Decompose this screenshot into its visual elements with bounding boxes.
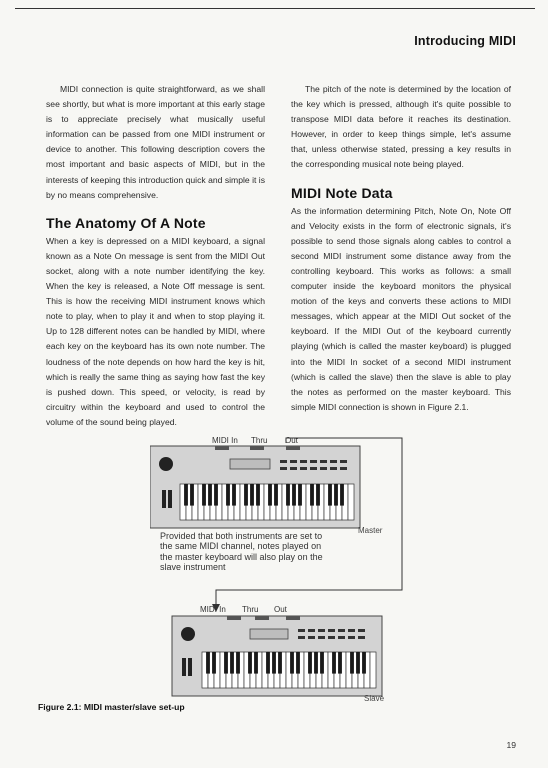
white-key xyxy=(348,484,354,520)
black-key xyxy=(338,652,342,674)
black-key xyxy=(340,484,344,506)
black-key xyxy=(298,484,302,506)
black-key xyxy=(232,484,236,506)
black-key xyxy=(212,652,216,674)
figure-note: Provided that both instruments are set to the same MIDI channel, notes played on the master keyboard will also play on the slave instrument xyxy=(160,531,335,573)
black-key xyxy=(266,652,270,674)
black-key xyxy=(224,652,228,674)
black-key xyxy=(268,484,272,506)
black-key xyxy=(362,652,366,674)
figure-caption: Figure 2.1: MIDI master/slave set-up xyxy=(38,702,185,712)
black-key xyxy=(184,484,188,506)
black-key xyxy=(272,652,276,674)
black-key xyxy=(214,484,218,506)
black-key xyxy=(292,484,296,506)
black-key xyxy=(274,484,278,506)
white-key xyxy=(370,652,376,688)
page-number: 19 xyxy=(506,740,516,750)
right-column xyxy=(291,82,511,415)
section-heading-note-data: MIDI Note Data xyxy=(291,184,393,201)
slave-midi-in-label: MIDI In xyxy=(200,605,226,614)
running-header: Introducing MIDI xyxy=(414,34,516,48)
master-keyboard xyxy=(150,446,360,528)
black-key xyxy=(308,652,312,674)
black-key xyxy=(206,652,210,674)
master-out-label: Out xyxy=(285,436,298,445)
anatomy-paragraph: When a key is depressed on a MIDI keyboard, a signal known as a Note On message is sent from the MIDI Out socket, along with a note number identifying the key. When the key is released, a Note Off message is sent. This is how the receiving MIDI instrument knows which note to play, when to play it and when to stop playing it. Up to 128 different notes can be handled by MIDI, where each key on the keyboard has its own note number. The loudness of the note depends on how hard the key is hit, which is really the same thing as saying how fast the key is pushed down. This speed, or velocity, is read by circuitry within the keyboard and used to control the volume of the sound being played. xyxy=(46,235,265,427)
black-key xyxy=(334,484,338,506)
intro-paragraph: MIDI connection is quite straightforward, as we shall see shortly, but what is more important at this early stage is to appreciate precisely what musically useful information can be passed from one MIDI instrument or device to another. This following description covers the most important and basic aspects of MIDI, but in the interests of keeping this introduction quick and simple it is by no means comprehensive. xyxy=(46,84,265,200)
black-key xyxy=(310,484,314,506)
slave-thru-label: Thru xyxy=(242,605,259,614)
black-key xyxy=(202,484,206,506)
black-key xyxy=(226,484,230,506)
black-key xyxy=(236,652,240,674)
black-key xyxy=(256,484,260,506)
black-key xyxy=(286,484,290,506)
black-key xyxy=(320,652,324,674)
left-column xyxy=(46,82,265,430)
black-key xyxy=(230,652,234,674)
black-key xyxy=(314,652,318,674)
master-label: Master xyxy=(358,526,383,535)
figure-midi-setup xyxy=(150,432,410,704)
black-key xyxy=(208,484,212,506)
black-key xyxy=(328,484,332,506)
black-key xyxy=(250,484,254,506)
black-key xyxy=(278,652,282,674)
black-key xyxy=(254,652,258,674)
black-key xyxy=(248,652,252,674)
black-key xyxy=(350,652,354,674)
black-key xyxy=(316,484,320,506)
black-key xyxy=(190,484,194,506)
pitch-paragraph: The pitch of the note is determined by the location of the key which is pressed, although it's quite possible to transpose MIDI data before it reaches its destination. However, in order to keep things simple, let's assume that, unless otherwise stated, pressing a key results in the corresponding musical note being played. xyxy=(291,84,511,170)
section-heading-anatomy: The Anatomy Of A Note xyxy=(46,214,206,231)
master-thru-label: Thru xyxy=(251,436,268,445)
slave-label: Slave xyxy=(364,694,385,703)
black-key xyxy=(296,652,300,674)
black-key xyxy=(332,652,336,674)
slave-keyboard xyxy=(172,616,382,696)
black-key xyxy=(244,484,248,506)
black-key xyxy=(356,652,360,674)
slave-out-label: Out xyxy=(274,605,287,614)
header-rule xyxy=(15,8,535,9)
note-data-paragraph: As the information determining Pitch, Note On, Note Off and Velocity exists in the form of electronic signals, it's possible to send those signals along cables to control a second MIDI instrument some distance away from the controlling keyboard. This works as follows: a small computer inside the keyboard monitors the physical motion of the keys and converts these actions to MIDI messages, which appear at the MIDI Out socket of the keyboard. If the MIDI Out of the keyboard currently playing (which is called the master keyboard) is plugged into the MIDI In socket of a second MIDI instrument (which is called the slave) then the slave is able to play the notes as performed on the master keyboard. This simple MIDI connection is shown in Figure 2.1. xyxy=(291,205,511,412)
black-key xyxy=(290,652,294,674)
master-midi-in-label: MIDI In xyxy=(212,436,238,445)
